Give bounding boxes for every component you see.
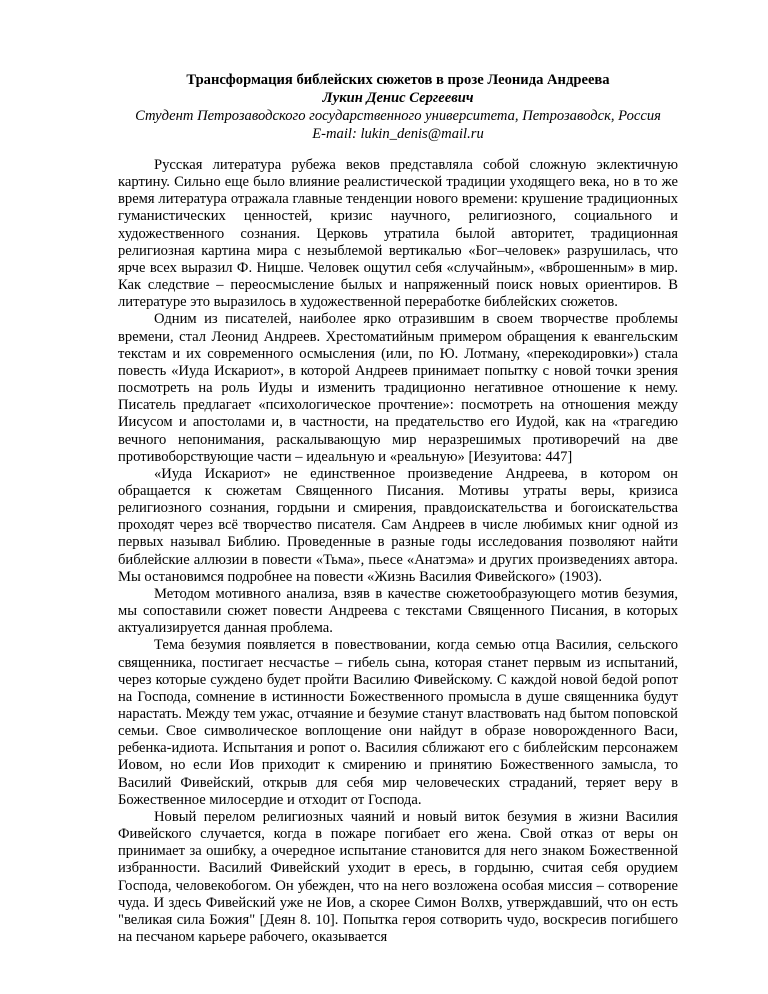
paragraph-3: «Иуда Искариот» не единственное произведение Андреева, в котором он обращается к сюжетам Священного Писания. Мотивы утраты веры, кризиса религиозного сознания, гордыни и смирения, правдоискательства и богоискательства проходят через всё творчество писателя. Сам Андреев в числе любимых книг одной из первых называл Библию. Проведенные в разные годы исследования позволяют найти библейские аллюзии в повести «Тьма», пьесе «Анатэма» и других произведениях автора. Мы остановимся подробнее на повести «Жизнь Василия Фивейского» (1903).: [118, 465, 678, 585]
author-email: E-mail: lukin_denis@mail.ru: [312, 126, 484, 142]
article-body: [118, 157, 678, 946]
paragraph-1: Русская литература рубежа веков представляла собой сложную эклектичную картину. Сильно еще было влияние реалистической традиции уходящего века, но в то же время литература отражала главные тенденции нового времени: крушение традиционных гуманистических ценностей, кризис научного, религиозного, социального и художественного сознания. Церковь утратила былой авторитет, традиционная религиозная картина мира с незыблемой вертикалью «Бог–человек» разрушилась, что ярче всех выразил Ф. Ницше. Человек ощутил себя «случайным», «вброшенным» в мир. Как следствие – переосмысление былых и напряженный поиск новых ориентиров. В литературе это выразилось в художественной переработке библейских сюжетов.: [118, 157, 678, 311]
paragraph-4: Методом мотивного анализа, взяв в качестве сюжетообразующего мотив безумия, мы сопоставили сюжет повести Андреева с текстами Священного Писания, в которых актуализируется данная проблема.: [118, 585, 678, 637]
paragraph-5: Тема безумия появляется в повествовании, когда семью отца Василия, сельского священника, постигает несчастье – гибель сына, которая станет первым из испытаний, через которые суждено будет пройти Василию Фивейскому. С каждой новой бедой ропот на Господа, сомнение в истинности Божественного промысла в душе священника будут нарастать. Между тем ужас, отчаяние и безумие станут властвовать над бытом поповской семьи. Свое символическое воплощение они найдут в образе новорожденного Васи, ребенка-идиота. Испытания и ропот о. Василия сближают его с библейским персонажем Иовом, но если Иов приходит к смирению и принятию Божественного замысла, то Василий Фивейский, открыв для себя мир человеческих страданий, теряет веру в Божественное милосердие и отходит от Господа.: [118, 637, 678, 808]
author-name: Лукин Денис Сергеевич: [322, 90, 474, 106]
document-page: [118, 71, 678, 946]
article-header: [118, 71, 678, 143]
author-affiliation: Студент Петрозаводского государственного университета, Петрозаводск, Россия: [135, 108, 661, 124]
paragraph-2: Одним из писателей, наиболее ярко отразившим в своем творчестве проблемы времени, стал Леонид Андреев. Хрестоматийным примером обращения к евангельским текстам и их современного осмысления (или, по Ю. Лотману, «перекодировки») стала повесть «Иуда Искариот», в которой Андреев принимает попытку с новой точки зрения посмотреть на роль Иуды и изменить традиционно негативное отношение к нему. Писатель предлагает «психологическое прочтение»: посмотреть на отношения между Иисусом и апостолами и, в частности, на предательство его Иудой, как на «трагедию вечного непонимания, раскалывающую мир неразрешимых противоречий на две противоборствующие части – идеальную и «реальную» [Иезуитова: 447]: [118, 311, 678, 465]
paragraph-6: Новый перелом религиозных чаяний и новый виток безумия в жизни Василия Фивейского случается, когда в пожаре погибает его жена. Свой отказ от веры он принимает за ошибку, а очередное испытание становится для него знаком Божественной избранности. Василий Фивейский уходит в ересь, в гордыню, считая себя орудием Господа, человекобогом. Он убежден, что на него возложена особая миссия – сотворение чуда. И здесь Фивейский уже не Иов, а скорее Симон Волхв, утверждавший, что он есть "великая сила Божия" [Деян 8. 10]. Попытка героя сотворить чудо, воскресив погибшего на песчаном карьере рабочего, оказывается: [118, 808, 678, 946]
article-title: Трансформация библейских сюжетов в прозе Леонида Андреева: [186, 72, 610, 88]
